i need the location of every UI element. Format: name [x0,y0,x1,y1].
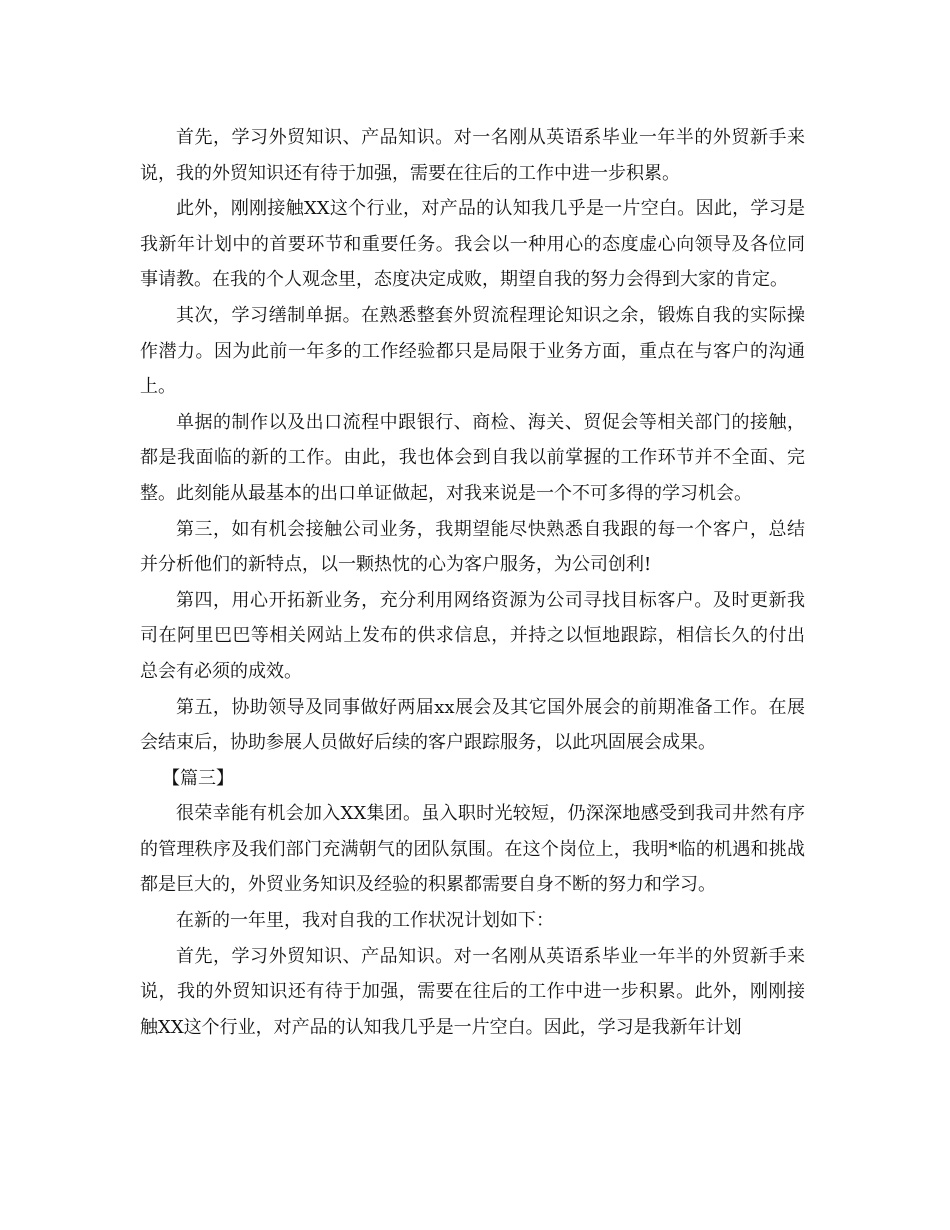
paragraph-new-business: 第四，用心开拓新业务，充分利用网络资源为公司寻找目标客户。及时更新我司在阿里巴巴等相关网站上发布的供求信息，并持之以恒地跟踪，相信长久的付出总会有必须的成效。 [140,589,805,682]
paragraph-client-business: 第三，如有机会接触公司业务，我期望能尽快熟悉自我跟的每一个客户，总结并分析他们的新特点，以一颗热忱的心为客户服务，为公司创利! [140,518,805,576]
paragraph-document-workflow: 单据的制作以及出口流程中跟银行、商检、海关、贸促会等相关部门的接触，都是我面临的新的工作。由此，我也体会到自我以前掌握的工作环节并不全面、完整。此刻能从最基本的出口单证做起，对我来说是一个不可多得的学习机会。 [140,411,805,504]
paragraph-plan-intro: 在新的一年里，我对自我的工作状况计划如下： [176,910,554,932]
document-body [140,120,805,1045]
paragraph-joining-group: 很荣幸能有机会加入XX集团。虽入职时光较短，仍深深地感受到我司井然有序的管理秩序及我们部门充满朝气的团队氛围。在这个岗位上，我明*临的机遇和挑战都是巨大的，外贸业务知识及经验的积累都需要自身不断的努力和学习。 [140,803,805,896]
paragraph-new-industry: 此外，刚刚接触XX这个行业，对产品的认知我几乎是一片空白。因此，学习是我新年计划中的首要环节和重要任务。我会以一种用心的态度虚心向领导及各位同事请教。在我的个人观念里，态度决定成败，期望自我的努力会得到大家的肯定。 [140,198,805,291]
paragraph-first-learning: 首先，学习外贸知识、产品知识。对一名刚从英语系毕业一年半的外贸新手来说，我的外贸知识还有待于加强，需要在往后的工作中进一步积累。此外，刚刚接触XX这个行业，对产品的认知我几乎是一片空白。因此，学习是我新年计划 [140,945,805,1038]
paragraph-exhibitions: 第五，协助领导及同事做好两届xx展会及其它国外展会的前期准备工作。在展会结束后，协助参展人员做好后续的客户跟踪服务，以此巩固展会成果。 [140,696,805,754]
paragraph-learning-trade-knowledge: 首先，学习外贸知识、产品知识。对一名刚从英语系毕业一年半的外贸新手来说，我的外贸知识还有待于加强，需要在往后的工作中进一步积累。 [140,127,805,184]
paragraph-learning-documents: 其次，学习缮制单据。在熟悉整套外贸流程理论知识之余，锻炼自我的实际操作潜力。因为此前一年多的工作经验都只是局限于业务方面，重点在与客户的沟通上。 [140,304,805,398]
section-heading: 【篇三】 [162,767,234,789]
